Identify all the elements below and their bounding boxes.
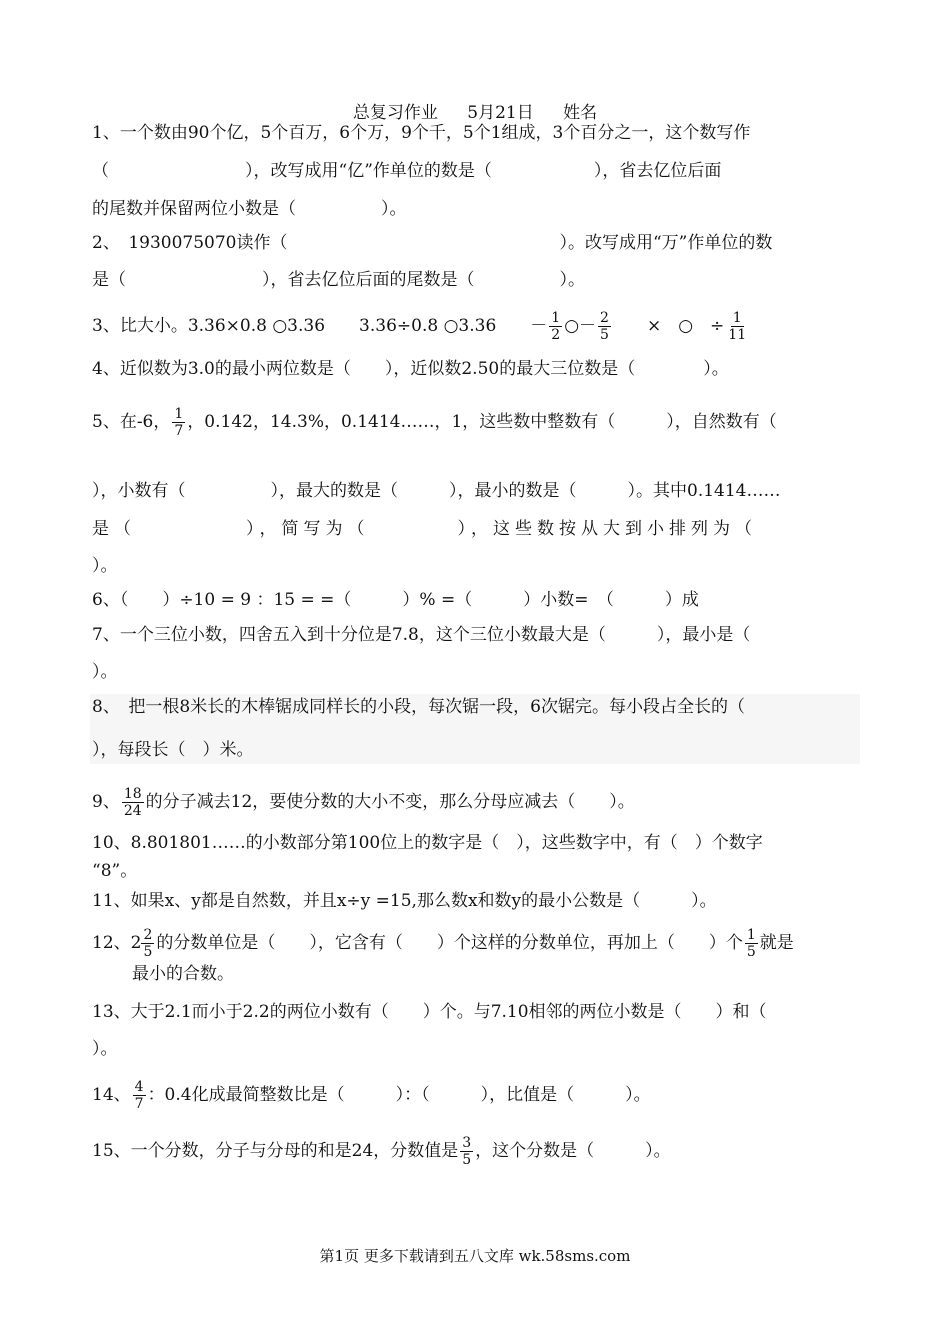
q6-line: 6、（ ）÷10 = 9 ：15 = =（ ）% =（ ）小数= （ ）成	[92, 590, 699, 610]
q14-fraction	[133, 1079, 146, 1112]
q12-line1	[92, 923, 860, 963]
q3-mid: ○－	[564, 316, 597, 336]
q12-prefix: 12、2	[92, 933, 142, 953]
q3-f2-numerator: 2	[600, 310, 609, 326]
q3-tail: × ○ ÷	[612, 316, 725, 336]
q12-fraction-2	[745, 927, 758, 960]
q5-f-denominator: 7	[174, 423, 184, 439]
q12-f1-numerator: 2	[143, 927, 153, 943]
worksheet-title: 总复习作业	[352, 103, 438, 123]
q5-line4: ）。	[92, 556, 118, 576]
q15-f-denominator: 5	[462, 1152, 472, 1168]
q15-f-numerator: 3	[462, 1135, 472, 1151]
q1-line1: 1、一个数由90个亿，5个百万，6个万，9个千，5个1组成，3个百分之一，这个数写作	[92, 123, 751, 143]
q3-fraction-1	[549, 310, 562, 343]
q8-line2: ），每段长（ ）米。	[92, 740, 254, 760]
q3-prefix: 3、比大小。3.36×0.8 ○3.36 3.36÷0.8 ○3.36 －	[92, 316, 548, 336]
q5-line2: ），小数有（ ），最大的数是（ ），最小的数是（ ）。其中0.1414……	[92, 481, 781, 501]
q9-fraction	[122, 786, 144, 819]
q9-f-denominator: 24	[123, 803, 142, 819]
q3-f3-denominator: 11	[728, 327, 747, 343]
q12-mid: 的分数单位是（ ），它含有（ ）个这样的分数单位，再加上（ ）个	[156, 933, 743, 953]
q15-prefix: 15、一个分数，分子与分母的和是24，分数值是	[92, 1141, 459, 1161]
q5-tail: ，0.142，14.3%，0.1414……，1，这些数中整数有（ ），自然数有（	[187, 412, 777, 432]
q12-f1-denominator: 5	[143, 944, 153, 960]
page-footer: 第1页 更多下载请到五八文库 wk.58sms.com	[319, 1247, 631, 1265]
q4-line: 4、近似数为3.0的最小两位数是（ ），近似数2.50的最大三位数是（ ）。	[92, 359, 729, 379]
q12-f2-denominator: 5	[746, 944, 756, 960]
name-label: 姓名	[563, 103, 598, 123]
q9-tail: 的分子减去12，要使分数的大小不变，那么分母应减去（ ）。	[145, 792, 635, 812]
q9-prefix: 9、	[92, 792, 120, 812]
q5-prefix: 5、在-6，	[92, 412, 171, 432]
q3-fraction-3	[726, 310, 748, 343]
q13-line2: ）。	[92, 1039, 118, 1059]
q1-line3: 的尾数并保留两位小数是（ ）。	[92, 199, 407, 219]
q3-f2-denominator: 5	[600, 327, 609, 343]
q10-line2: “8”。	[92, 861, 138, 881]
q12-f2-numerator: 1	[746, 927, 756, 943]
q12-line2: 最小的合数。	[132, 964, 234, 984]
q11-line: 11、如果x、y都是自然数，并且x÷y =15,那么数x和数y的最小公数是（ ）。	[92, 891, 717, 911]
q14-line	[92, 1073, 860, 1117]
q2-line2: 是（ ），省去亿位后面的尾数是（ ）。	[92, 270, 585, 290]
q3-fraction-2	[598, 310, 611, 343]
q14-f-numerator: 4	[134, 1079, 144, 1095]
q15-tail: ，这个分数是（ ）。	[475, 1141, 671, 1161]
page-header	[0, 98, 950, 123]
q2-line1: 2、 1930075070读作（ ）。改写成用“万”作单位的数	[92, 233, 773, 253]
q8-line1: 8、 把一根8米长的木棒锯成同样长的小段，每次锯一段，6次锯完。每小段占全长的（	[92, 697, 745, 717]
q7-line2: ）。	[92, 662, 118, 682]
q5-fraction	[172, 406, 185, 439]
q3-f1-denominator: 2	[551, 327, 561, 343]
q3-f1-numerator: 1	[551, 310, 561, 326]
q9-line	[92, 780, 860, 824]
q15-fraction	[460, 1135, 473, 1168]
q5-f-numerator: 1	[174, 406, 184, 422]
q1-line2: （ ），改写成用“亿”作单位的数是（ ），省去亿位后面	[92, 161, 722, 181]
q14-tail: ：0.4化成最简整数比是（ ）：（ ），比值是（ ）。	[147, 1085, 651, 1105]
q5-line3: 是（ ），简写为（ ），这些数按从大到小排列为（	[92, 519, 757, 539]
q3-line	[92, 306, 860, 346]
q12-tail: 就是	[759, 933, 794, 953]
q10-line1: 10、8.801801……的小数部分第100位上的数字是（ ），这些数字中，有（ ）个数字	[92, 833, 763, 853]
q14-f-denominator: 7	[134, 1096, 144, 1112]
worksheet-date: 5月21日	[467, 103, 534, 123]
q9-f-numerator: 18	[123, 786, 142, 802]
q15-line	[92, 1129, 860, 1173]
q14-prefix: 14、	[92, 1085, 131, 1105]
q3-f3-numerator: 1	[732, 310, 742, 326]
q13-line1: 13、大于2.1而小于2.2的两位小数有（ ）个。与7.10相邻的两位小数是（ ）和（	[92, 1002, 767, 1022]
q12-fraction-1	[141, 927, 154, 960]
q7-line1: 7、一个三位小数，四舍五入到十分位是7.8，这个三位小数最大是（ ），最小是（	[92, 625, 751, 645]
q5-line1	[92, 400, 860, 444]
